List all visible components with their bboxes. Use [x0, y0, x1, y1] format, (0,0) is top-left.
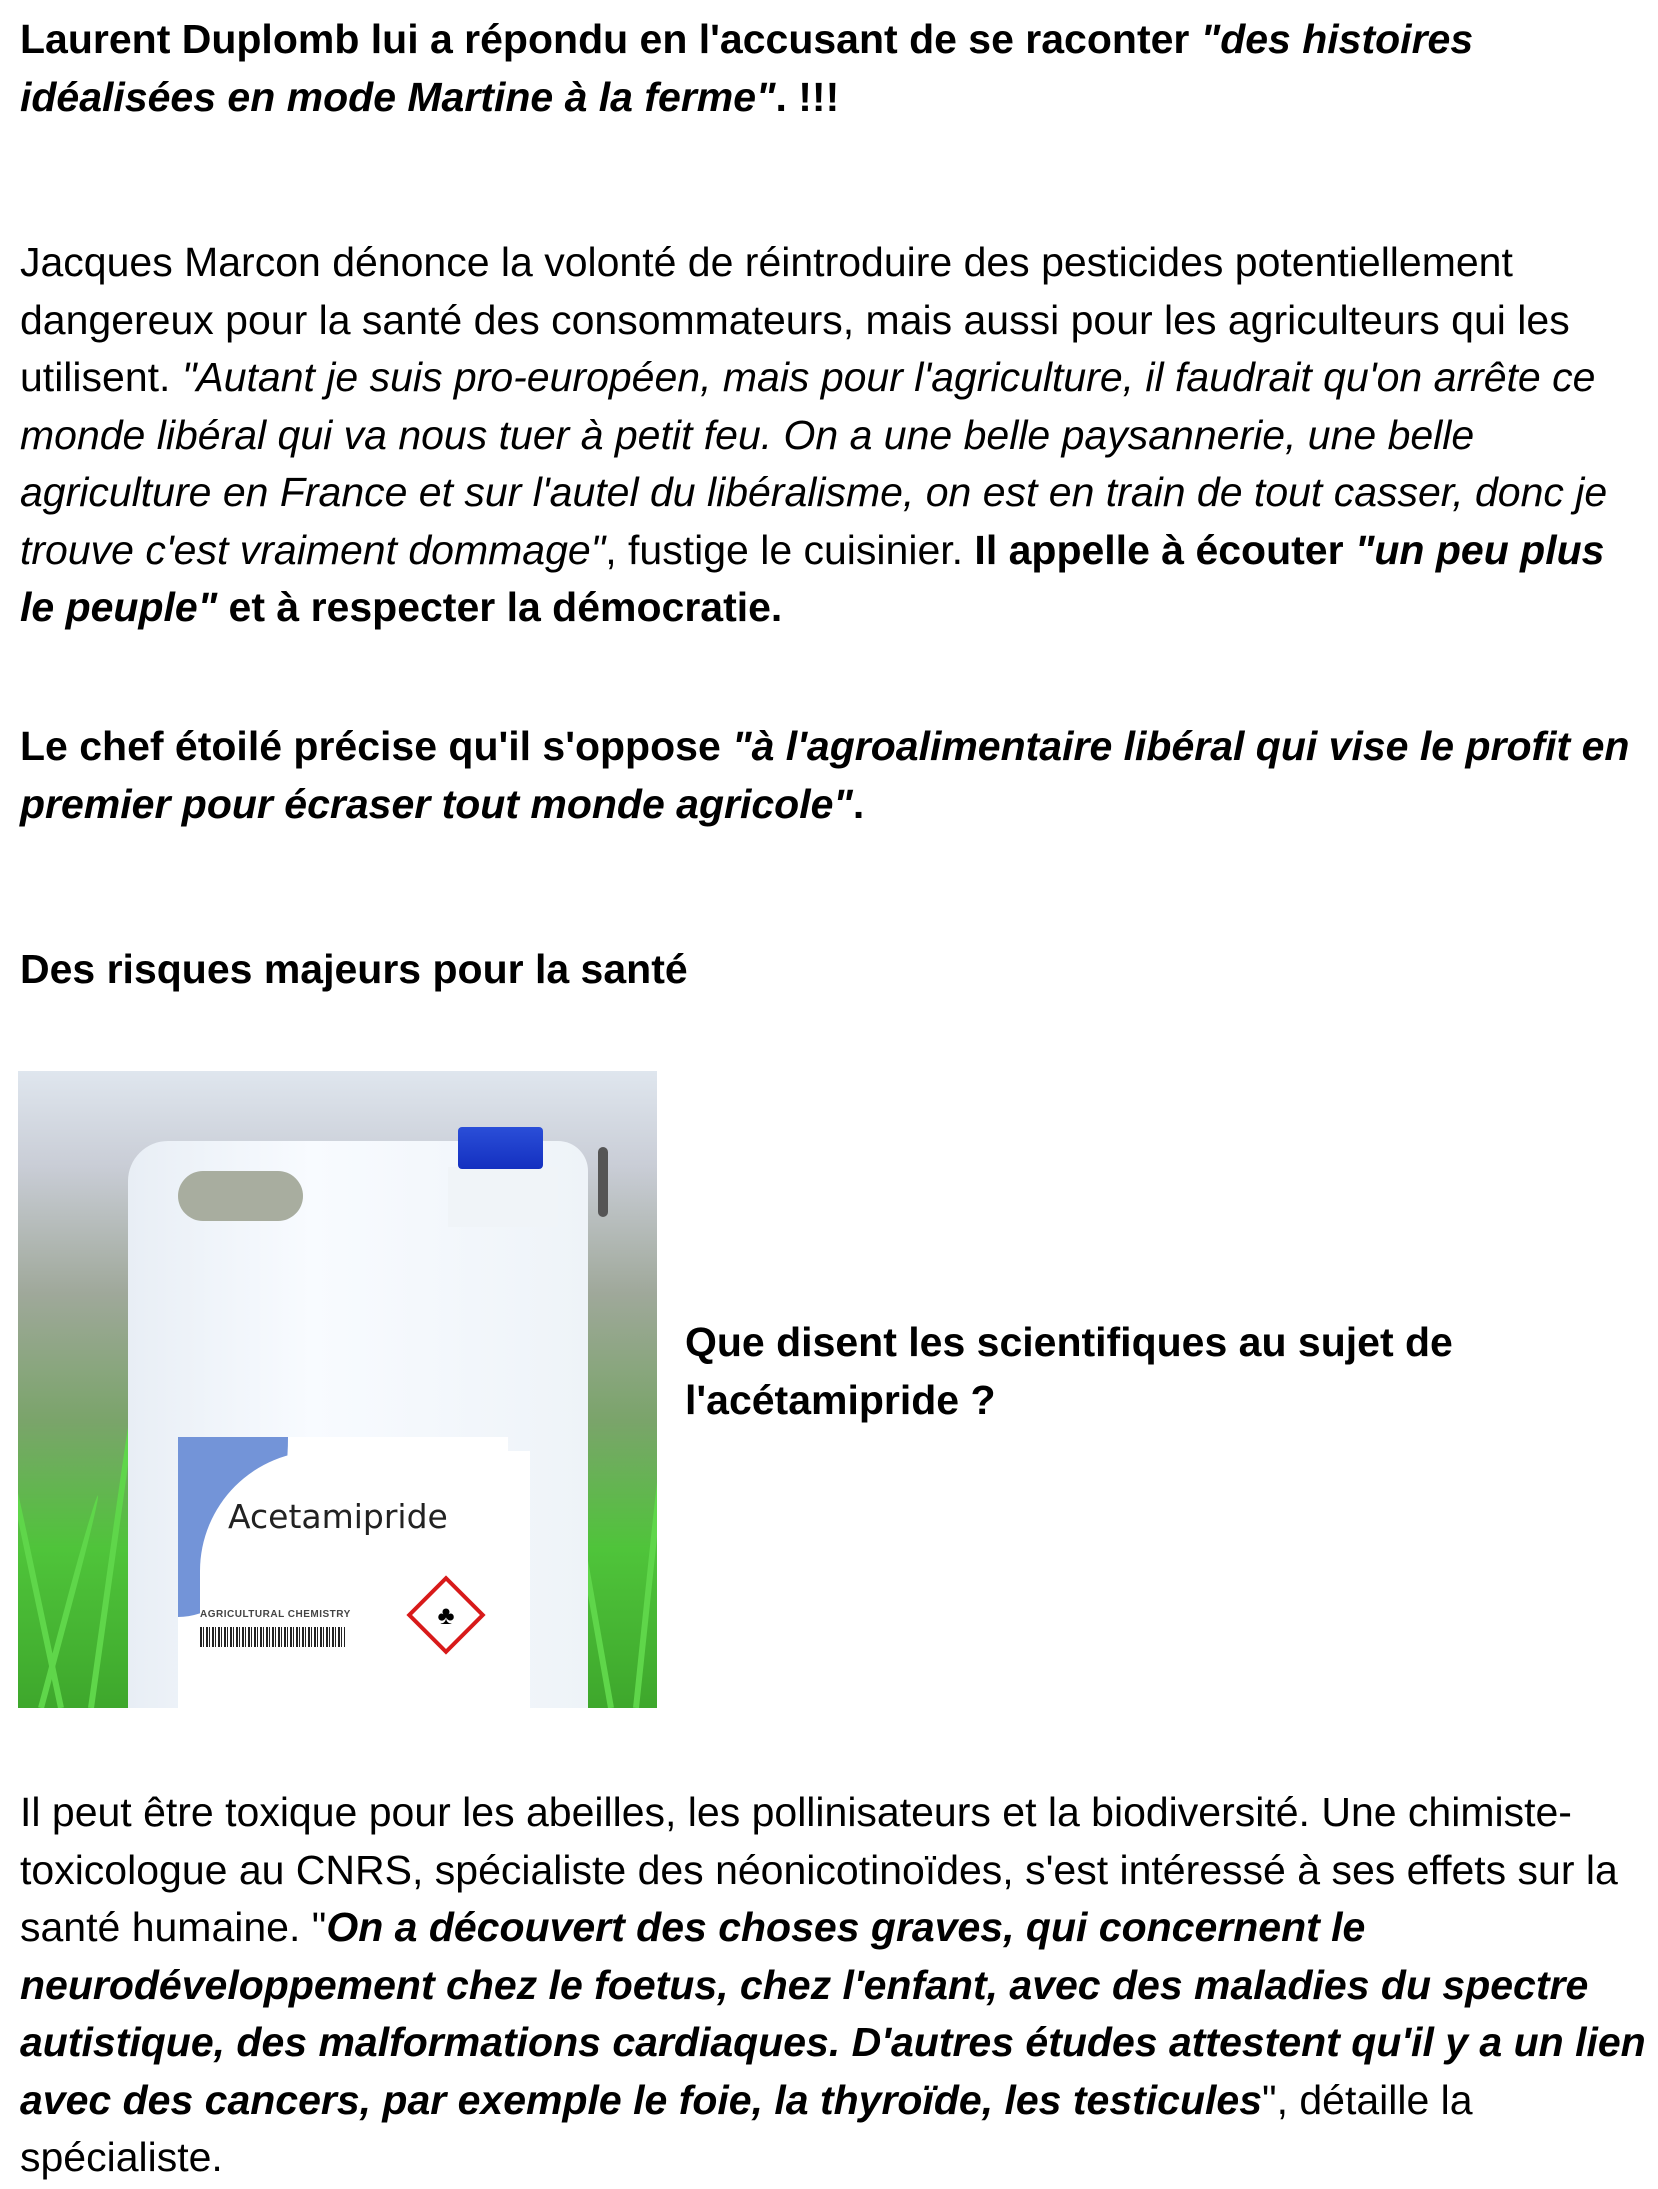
jug-handle: [178, 1171, 303, 1221]
product-label: [178, 1437, 508, 1708]
quote: "Autant je suis pro-européen, mais pour l'agriculture, il faudrait qu'on arrête ce monde libéral qui va nous tuer à petit feu. On a une belle paysannerie, une belle agriculture en France et sur l'autel du libéralisme, on est en train de tout casser, donc je trouve c'est vraiment dommage": [20, 354, 1608, 573]
scroll-indicator: [598, 1147, 608, 1217]
text: , fustige le cuisinier.: [605, 526, 975, 573]
text: ", détaille la spécialiste.: [20, 2076, 1473, 2180]
paragraph-toxicity: [20, 1784, 1650, 2187]
text: Le chef étoilé précise qu'il s'oppose: [20, 723, 733, 769]
environment-hazard-icon: ♣: [406, 1575, 485, 1654]
acetamipride-photo: [18, 1071, 657, 1708]
barcode-icon: [200, 1627, 345, 1647]
text: Il appelle à écouter: [974, 526, 1355, 573]
blue-cap: [458, 1127, 543, 1169]
text: Laurent Duplomb lui a répondu en l'accusant de se raconter: [20, 16, 1201, 62]
label-sub: AGRICULTURAL CHEMISTRY: [200, 1609, 351, 1620]
paragraph-duplomb: [20, 11, 1650, 126]
quote: "un peu plus le peuple": [20, 526, 1605, 630]
paragraph-chef: [20, 718, 1650, 833]
text: .: [852, 780, 865, 827]
quote: On a découvert des choses graves, qui concernent le neurodéveloppement chez le foetus, chez l'enfant, avec des maladies du spectre autistique, des malformations cardiaques. D'autres études attestent qu'il y a un lien avec des cancers, par exemple le foie, la thyroïde, les testicules: [20, 1904, 1646, 2123]
section-heading: Des risques majeurs pour la santé: [20, 946, 688, 992]
paragraph-marcon: [20, 234, 1650, 637]
label-name: Acetamipride: [228, 1497, 448, 1536]
quote: "des histoires idéalisées en mode Martine à la ferme": [20, 16, 1474, 120]
text: Jacques Marcon dénonce la volonté de réintroduire des pesticides potentiellement dangereux pour la santé des consommateurs, mais aussi pour les agriculteurs qui les utilisent.: [20, 239, 1570, 400]
quote: "à l'agroalimentaire libéral qui vise le profit en premier pour écraser tout monde agricole": [20, 723, 1630, 827]
text: et à respecter la démocratie.: [217, 584, 783, 630]
question-heading: Que disent les scientifiques au sujet de l'acétamipride ?: [685, 1319, 1453, 1423]
text: . !!!: [775, 73, 840, 120]
text: Il peut être toxique pour les abeilles, les pollinisateurs et la biodiversité. Une chimiste-toxicologue au CNRS, spécialiste des néonicotinoïdes, s'est intéressé à ses effets sur la santé humaine. ": [20, 1789, 1618, 1950]
